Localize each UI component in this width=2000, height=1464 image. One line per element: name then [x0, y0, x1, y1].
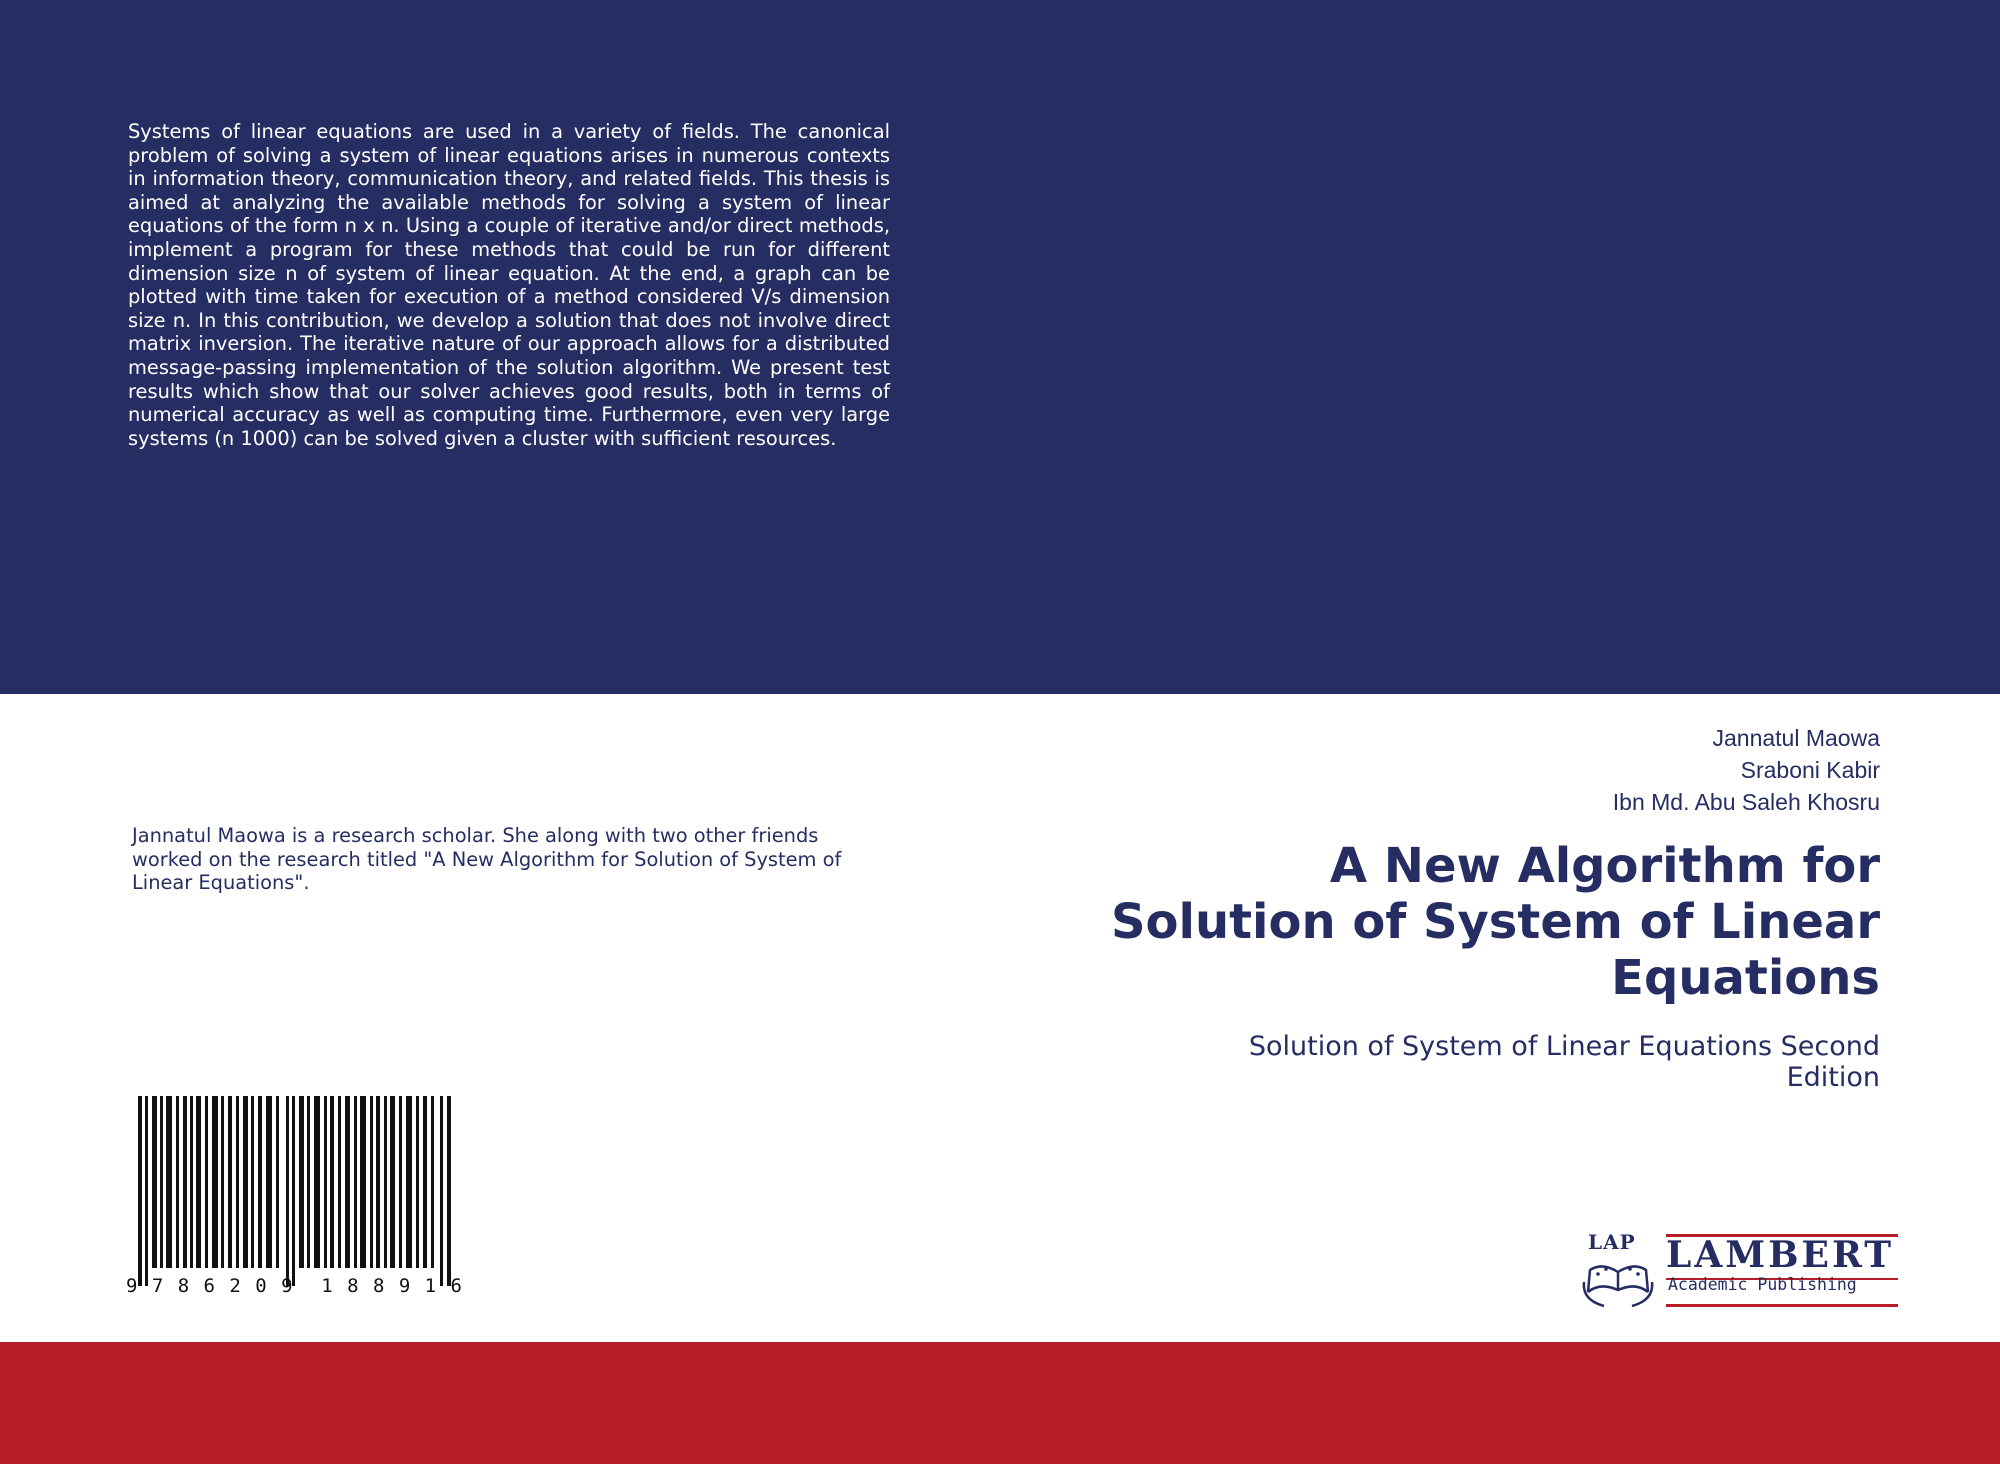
isbn-digit: 1	[424, 1275, 437, 1297]
isbn-digit: 6	[450, 1275, 462, 1297]
book-title-line: A New Algorithm for	[1329, 838, 1880, 894]
back-cover-blurb: Systems of linear equations are used in a variety of fields. The canonical problem of solving a system of linear equations arises in numerous contexts in information theory, communication theory, and related fields. This thesis is aimed at analyzing the available methods for solving a system of linear equations of the form n x n. Using a couple of iterative and/or direct methods, implement a program for these methods that could be run for different dimension size n of system of linear equation. At the end, a graph can be plotted with time taken for execution of a method considered V/s dimension size n. In this contribution, we develop a solution that does not involve direct matrix inversion. The iterative nature of our approach allows for a distributed message-passing implementation of the solution algorithm. We present test results which show that our solver achieves good results, both in terms of numerical accuracy as well as computing time. Furthermore, even very large systems (n 1000) can be solved given a cluster with sufficient resources.	[128, 120, 890, 450]
author-name: Ibn Md. Abu Saleh Khosru	[1612, 789, 1880, 815]
isbn-digit: 8	[177, 1275, 190, 1297]
isbn-digit: 9	[398, 1275, 411, 1297]
publisher-name: LAMBERT	[1666, 1234, 1895, 1276]
isbn-digit: 9	[281, 1275, 293, 1297]
book-title-line: Equations	[1611, 950, 1880, 1006]
isbn-digit: 9	[126, 1275, 138, 1297]
author-name: Sraboni Kabir	[1740, 757, 1880, 783]
publisher-badge: LAP	[1588, 1230, 1636, 1254]
author-name: Jannatul Maowa	[1712, 725, 1880, 751]
isbn-digit: 8	[347, 1275, 359, 1297]
isbn-digit: 0	[255, 1275, 267, 1297]
book-subtitle	[1100, 1031, 1880, 1093]
isbn-digit: 2	[229, 1275, 241, 1297]
book-title-line: Solution of System of Linear	[1110, 894, 1880, 950]
cover-bottom-band	[0, 1342, 2000, 1464]
isbn-digits	[126, 1275, 462, 1297]
isbn-digit: 8	[372, 1275, 385, 1297]
isbn-digit: 6	[203, 1275, 215, 1297]
author-bio: Jannatul Maowa is a research scholar. She along with two other friends worked on the research titled "A New Algorithm for Solution of System of Linear Equations".	[132, 824, 842, 895]
isbn-digit: 7	[151, 1275, 164, 1297]
isbn-digit: 1	[321, 1275, 333, 1297]
publisher-tagline: Academic Publishing	[1668, 1275, 1857, 1294]
book-subtitle-line: Solution of System of Linear Equations Second	[1248, 1031, 1880, 1062]
book-title	[980, 838, 1880, 1006]
isbn-barcode	[126, 1096, 458, 1296]
book-subtitle-line: Edition	[1786, 1062, 1880, 1093]
author-list	[1613, 722, 1880, 818]
